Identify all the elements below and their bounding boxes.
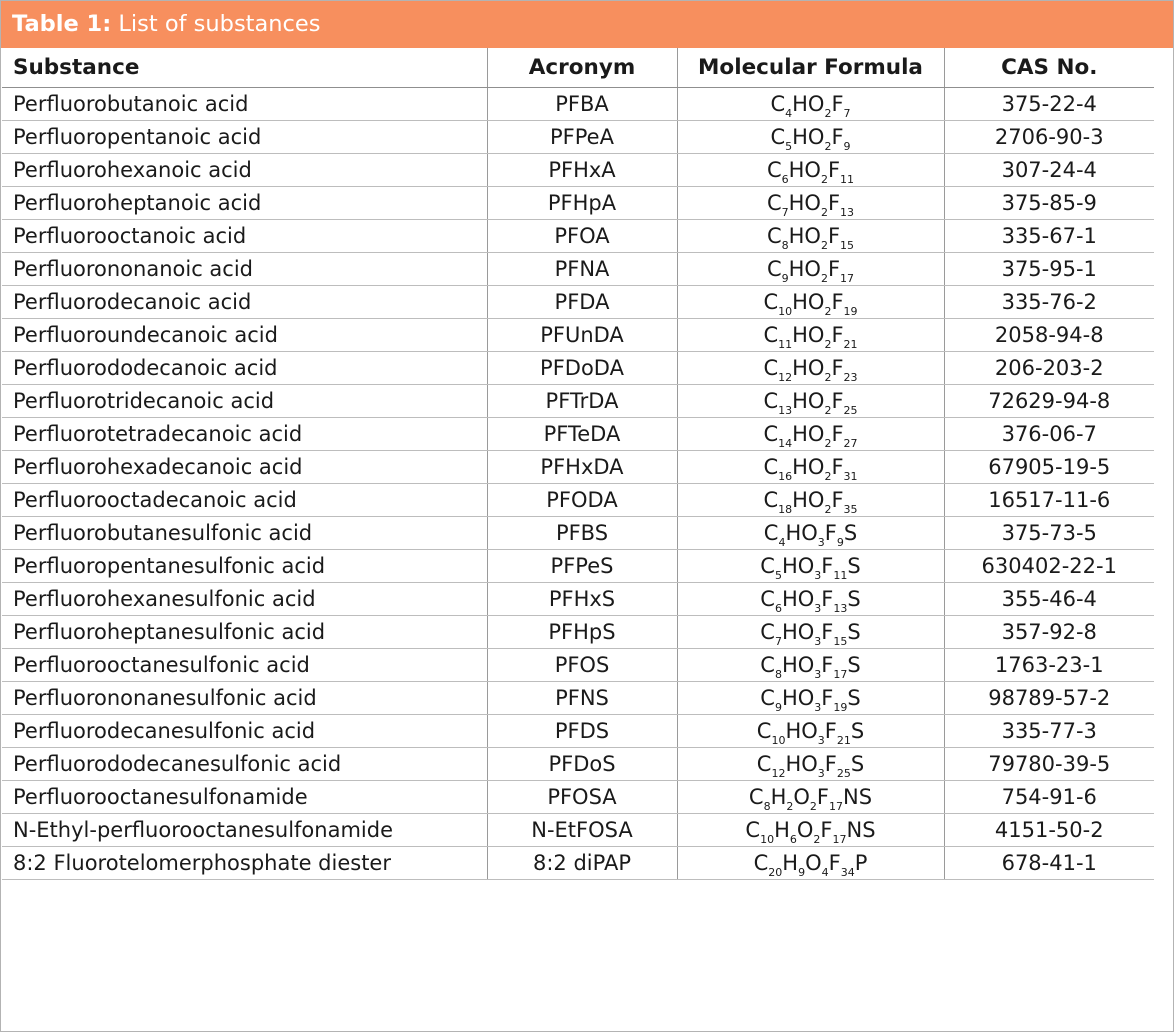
formula-element: C [760,653,775,677]
formula-element: F [824,521,837,545]
formula-element: S [847,587,861,611]
table-row [2,121,1154,154]
substance-cell: Perfluorooctanesulfonamide [2,781,487,814]
formula-subscript: 4 [785,107,793,120]
column-header-substance: Substance [2,48,487,88]
formula-subscript: 2 [820,272,828,285]
formula-element: F [821,554,834,578]
formula-element: HO [792,323,825,347]
formula-element: F [824,719,837,743]
molecular-formula-cell [677,121,944,154]
cas-number-cell: 79780-39-5 [944,748,1154,781]
formula-element: F [827,158,841,182]
formula-subscript: 6 [789,833,797,846]
substance-cell: Perfluorotetradecanoic acid [2,418,487,451]
substance-cell: Perfluorohexanoic acid [2,154,487,187]
formula-subscript: 2 [813,833,821,846]
formula-element: HO [781,554,815,578]
formula-subscript: 15 [833,635,848,648]
table-row [2,418,1154,451]
cas-number-cell: 335-77-3 [944,715,1154,748]
table-row [2,583,1154,616]
substance-cell: Perfluorohexadecanoic acid [2,451,487,484]
molecular-formula-cell [677,484,944,517]
formula-subscript: 2 [824,107,832,120]
cas-number-cell: 357-92-8 [944,616,1154,649]
cas-number-cell: 307-24-4 [944,154,1154,187]
formula-subscript: 2 [824,470,832,483]
formula-subscript: 2 [824,305,832,318]
cas-number-cell: 72629-94-8 [944,385,1154,418]
molecular-formula-cell [677,781,944,814]
acronym-cell: PFTeDA [487,418,677,451]
acronym-cell: PFNA [487,253,677,286]
formula-element: HO [792,92,825,116]
table-row [2,352,1154,385]
formula-subscript: 8 [774,668,782,681]
cas-number-cell: 98789-57-2 [944,682,1154,715]
acronym-cell: PFBS [487,517,677,550]
formula-subscript: 10 [760,833,775,846]
formula-element: F [831,92,844,116]
formula-element: C [766,158,782,182]
formula-subscript: 2 [824,404,832,417]
formula-element: C [760,620,775,644]
formula-element: HO [792,488,825,512]
formula-element: F [831,422,844,446]
cas-number-cell: 2706-90-3 [944,121,1154,154]
formula-subscript: 3 [814,602,822,615]
formula-element: F [821,587,834,611]
formula-element: F [831,455,844,479]
formula-subscript: 13 [833,602,848,615]
formula-element: H [774,818,790,842]
acronym-cell: PFHxS [487,583,677,616]
acronym-cell: PFDS [487,715,677,748]
substance-cell: Perfluoroheptanoic acid [2,187,487,220]
formula-element: C [760,587,775,611]
formula-element: HO [785,521,818,545]
formula-subscript: 4 [778,536,786,549]
formula-subscript: 21 [843,338,858,351]
table-row [2,220,1154,253]
formula-subscript: 8 [781,239,789,252]
molecular-formula-cell [677,814,944,847]
formula-element: HO [788,257,821,281]
formula-element: F [831,389,844,413]
formula-subscript: 2 [809,800,817,813]
formula-subscript: 9 [843,140,851,153]
formula-subscript: 2 [824,338,832,351]
acronym-cell: PFOSA [487,781,677,814]
cas-number-cell: 678-41-1 [944,847,1154,880]
formula-subscript: 23 [843,371,858,384]
acronym-cell: PFHpS [487,616,677,649]
substance-cell: Perfluorooctadecanoic acid [2,484,487,517]
acronym-cell: PFHpA [487,187,677,220]
formula-element: S [847,554,861,578]
formula-element: F [824,752,837,776]
table-row [2,649,1154,682]
formula-subscript: 7 [781,206,789,219]
formula-subscript: 11 [833,569,848,582]
substance-cell: Perfluoroheptanesulfonic acid [2,616,487,649]
formula-element: C [763,323,779,347]
table-row [2,154,1154,187]
substance-cell: Perfluorononanoic acid [2,253,487,286]
cas-number-cell: 335-67-1 [944,220,1154,253]
acronym-cell: PFDoDA [487,352,677,385]
molecular-formula-cell [677,451,944,484]
formula-subscript: 27 [843,437,858,450]
acronym-cell: PFPeS [487,550,677,583]
formula-subscript: 2 [824,371,832,384]
formula-element: C [763,389,779,413]
formula-subscript: 3 [814,668,822,681]
formula-subscript: 5 [785,140,793,153]
formula-subscript: 35 [843,503,858,516]
formula-element: C [763,422,779,446]
formula-element: F [821,653,834,677]
formula-subscript: 2 [824,437,832,450]
formula-subscript: 3 [817,734,825,747]
formula-subscript: 3 [817,536,825,549]
molecular-formula-cell [677,748,944,781]
acronym-cell: PFHxA [487,154,677,187]
formula-subscript: 11 [778,338,793,351]
formula-subscript: 25 [836,767,851,780]
substance-cell: Perfluorohexanesulfonic acid [2,583,487,616]
formula-element: S [850,719,865,743]
formula-subscript: 19 [833,701,848,714]
table-row [2,187,1154,220]
table-body [2,88,1154,880]
acronym-cell: PFHxDA [487,451,677,484]
table-row [2,847,1154,880]
table-caption-text: List of substances [111,11,321,37]
formula-element: C [766,257,782,281]
formula-subscript: 12 [778,371,793,384]
formula-element: C [770,125,786,149]
acronym-cell: PFNS [487,682,677,715]
formula-subscript: 9 [836,536,844,549]
formula-element: F [831,488,844,512]
cas-number-cell: 16517-11-6 [944,484,1154,517]
formula-subscript: 17 [833,668,848,681]
formula-subscript: 9 [774,701,782,714]
formula-subscript: 2 [824,140,832,153]
formula-element: H [782,851,799,875]
formula-subscript: 7 [843,107,851,120]
substance-cell: 8:2 Fluorotelomerphosphate diester [2,847,487,880]
cas-number-cell: 335-76-2 [944,286,1154,319]
formula-element: O [805,851,822,875]
molecular-formula-cell [677,583,944,616]
acronym-cell: PFOA [487,220,677,253]
formula-subscript: 3 [814,635,822,648]
acronym-cell: PFTrDA [487,385,677,418]
formula-element: F [831,290,844,314]
formula-element: F [828,851,841,875]
formula-subscript: 2 [786,800,794,813]
acronym-cell: PFDA [487,286,677,319]
substance-cell: Perfluorodecanoic acid [2,286,487,319]
formula-subscript: 12 [771,767,786,780]
formula-element: F [821,620,834,644]
molecular-formula-cell [677,154,944,187]
column-header-molecular-formula: Molecular Formula [677,48,944,88]
substance-cell: Perfluorododecanoic acid [2,352,487,385]
formula-subscript: 16 [778,470,793,483]
formula-element: C [760,554,775,578]
formula-subscript: 18 [778,503,793,516]
formula-element: F [821,686,834,710]
molecular-formula-cell [677,649,944,682]
formula-element: C [756,719,772,743]
formula-subscript: 17 [832,833,847,846]
substance-cell: Perfluorobutanoic acid [2,88,487,121]
cas-number-cell: 4151-50-2 [944,814,1154,847]
cas-number-cell: 375-95-1 [944,253,1154,286]
formula-element: HO [792,125,825,149]
formula-element: C [763,455,779,479]
formula-element: C [756,752,772,776]
formula-subscript: 11 [840,173,855,186]
formula-subscript: 17 [840,272,855,285]
formula-element: HO [792,455,825,479]
molecular-formula-cell [677,616,944,649]
formula-element: NS [843,785,873,809]
formula-element: O [796,818,814,842]
acronym-cell: N-EtFOSA [487,814,677,847]
formula-subscript: 2 [820,239,828,252]
molecular-formula-cell [677,418,944,451]
table-row [2,286,1154,319]
table-row [2,550,1154,583]
formula-element: C [763,290,779,314]
table-row [2,253,1154,286]
cas-number-cell: 754-91-6 [944,781,1154,814]
formula-element: F [827,191,841,215]
table-row [2,484,1154,517]
formula-subscript: 3 [814,701,822,714]
table-row [2,319,1154,352]
molecular-formula-cell [677,847,944,880]
molecular-formula-cell [677,319,944,352]
table-row [2,814,1154,847]
formula-element: S [850,752,865,776]
cas-number-cell: 630402-22-1 [944,550,1154,583]
formula-element: S [847,686,861,710]
table-row [2,88,1154,121]
acronym-cell: PFDoS [487,748,677,781]
formula-subscript: 17 [829,800,844,813]
formula-element: O [793,785,810,809]
formula-subscript: 5 [774,569,782,582]
substance-cell: Perfluoroundecanoic acid [2,319,487,352]
formula-subscript: 2 [820,206,828,219]
acronym-cell: PFPeA [487,121,677,154]
formula-subscript: 7 [774,635,782,648]
formula-element: HO [792,389,825,413]
molecular-formula-cell [677,352,944,385]
formula-element: F [816,785,830,809]
formula-element: H [770,785,787,809]
molecular-formula-cell [677,187,944,220]
table-row [2,781,1154,814]
formula-subscript: 3 [814,569,822,582]
formula-subscript: 13 [840,206,855,219]
formula-element: C [766,191,782,215]
molecular-formula-cell [677,253,944,286]
cas-number-cell: 1763-23-1 [944,649,1154,682]
substance-cell: Perfluorobutanesulfonic acid [2,517,487,550]
formula-subscript: 3 [817,767,825,780]
molecular-formula-cell [677,385,944,418]
substance-cell: N-Ethyl-perfluorooctanesulfonamide [2,814,487,847]
formula-subscript: 8 [763,800,771,813]
formula-subscript: 34 [840,866,855,879]
cas-number-cell: 206-203-2 [944,352,1154,385]
acronym-cell: PFUnDA [487,319,677,352]
substance-cell: Perfluorooctanoic acid [2,220,487,253]
formula-subscript: 6 [781,173,789,186]
molecular-formula-cell [677,715,944,748]
formula-subscript: 19 [843,305,858,318]
cas-number-cell: 375-73-5 [944,517,1154,550]
formula-element: C [763,521,779,545]
substance-cell: Perfluoropentanoic acid [2,121,487,154]
substance-cell: Perfluorododecanesulfonic acid [2,748,487,781]
acronym-cell: PFBA [487,88,677,121]
table-row [2,451,1154,484]
cas-number-cell: 376-06-7 [944,418,1154,451]
column-header-acronym: Acronym [487,48,677,88]
formula-element: HO [785,752,818,776]
formula-element: F [827,224,841,248]
formula-element: C [770,92,786,116]
formula-subscript: 2 [824,503,832,516]
formula-element: HO [788,224,821,248]
formula-element: HO [792,422,825,446]
formula-element: C [748,785,764,809]
formula-subscript: 6 [774,602,782,615]
substance-cell: Perfluorononanesulfonic acid [2,682,487,715]
substance-cell: Perfluoropentanesulfonic acid [2,550,487,583]
table-row [2,517,1154,550]
formula-element: NS [846,818,876,842]
acronym-cell: 8:2 diPAP [487,847,677,880]
substance-cell: Perfluorooctanesulfonic acid [2,649,487,682]
formula-element: HO [792,290,825,314]
formula-subscript: 20 [768,866,783,879]
formula-subscript: 13 [778,404,793,417]
formula-element: S [843,521,858,545]
formula-element: HO [781,653,815,677]
table-caption-label: Table 1: [12,11,112,37]
formula-element: F [831,125,844,149]
formula-element: F [831,323,844,347]
acronym-cell: PFODA [487,484,677,517]
molecular-formula-cell [677,682,944,715]
formula-subscript: 9 [781,272,789,285]
formula-subscript: 4 [821,866,829,879]
formula-subscript: 31 [843,470,858,483]
molecular-formula-cell [677,550,944,583]
formula-element: C [763,488,779,512]
formula-subscript: 10 [771,734,786,747]
formula-element: C [763,356,779,380]
formula-subscript: 2 [820,173,828,186]
formula-subscript: 15 [840,239,855,252]
formula-element: F [827,257,841,281]
formula-element: C [766,224,782,248]
table-row [2,385,1154,418]
formula-subscript: 25 [843,404,858,417]
formula-element: C [745,818,761,842]
table-row [2,748,1154,781]
cas-number-cell: 2058-94-8 [944,319,1154,352]
molecular-formula-cell [677,220,944,253]
formula-element: HO [792,356,825,380]
table-row [2,616,1154,649]
cas-number-cell: 375-22-4 [944,88,1154,121]
substance-cell: Perfluorodecanesulfonic acid [2,715,487,748]
formula-element: HO [781,620,815,644]
formula-element: F [831,356,844,380]
formula-subscript: 9 [798,866,806,879]
molecular-formula-cell [677,517,944,550]
molecular-formula-cell [677,88,944,121]
formula-subscript: 14 [778,437,793,450]
cas-number-cell: 355-46-4 [944,583,1154,616]
formula-element: HO [785,719,818,743]
table-header-row [2,48,1154,88]
table-row [2,715,1154,748]
cas-number-cell: 67905-19-5 [944,451,1154,484]
acronym-cell: PFOS [487,649,677,682]
table-caption [1,1,1173,48]
formula-element: P [854,851,868,875]
formula-element: HO [781,686,815,710]
formula-element: C [753,851,769,875]
molecular-formula-cell [677,286,944,319]
substance-cell: Perfluorotridecanoic acid [2,385,487,418]
formula-subscript: 10 [778,305,793,318]
formula-subscript: 21 [836,734,851,747]
substances-table [2,48,1154,880]
formula-element: HO [788,158,821,182]
formula-element: C [760,686,775,710]
formula-element: S [847,620,861,644]
formula-element: HO [781,587,815,611]
column-header-cas-number: CAS No. [944,48,1154,88]
formula-element: S [847,653,861,677]
formula-element: HO [788,191,821,215]
table-row [2,682,1154,715]
formula-element: F [820,818,833,842]
cas-number-cell: 375-85-9 [944,187,1154,220]
